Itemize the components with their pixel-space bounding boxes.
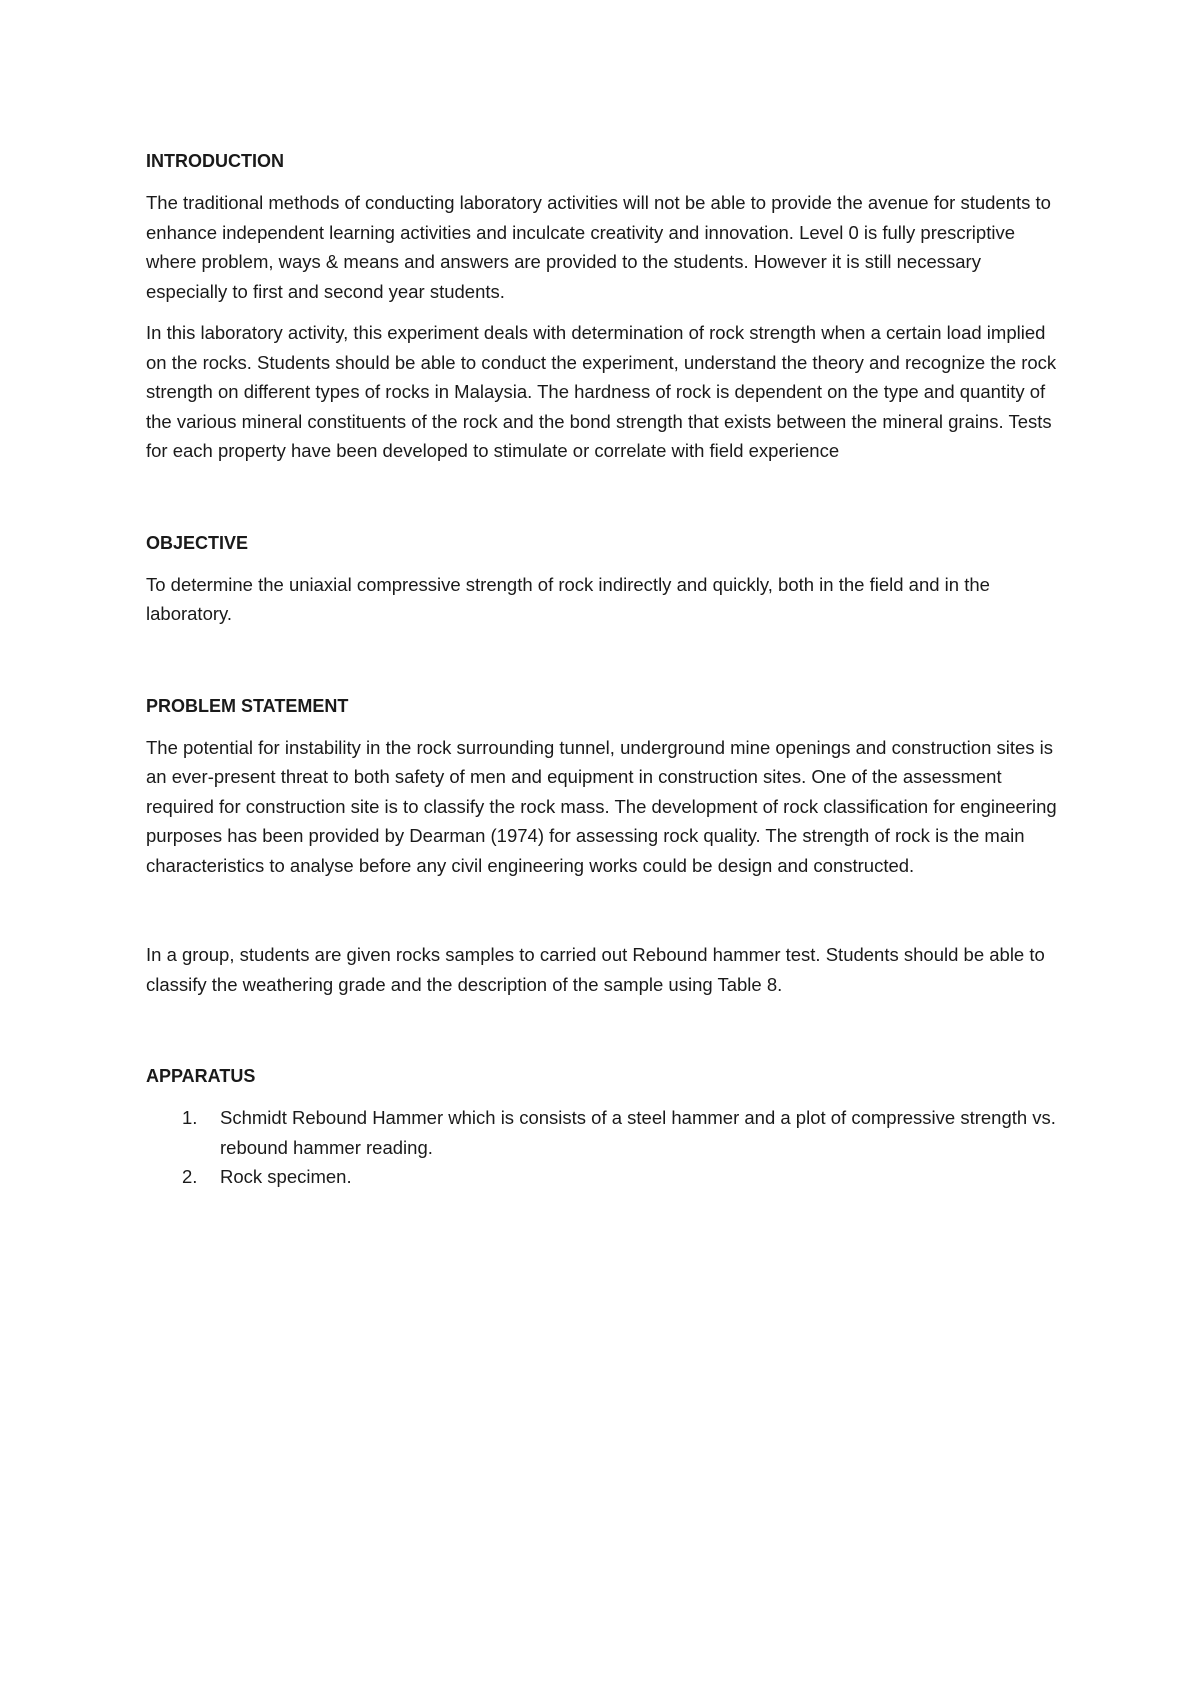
list-item-number: 1. — [182, 1107, 198, 1128]
list-item-text: Rock specimen. — [220, 1166, 352, 1187]
objective-heading: OBJECTIVE — [146, 532, 249, 553]
apparatus-list — [146, 1103, 1066, 1192]
list-item-text: Schmidt Rebound Hammer which is consists of a steel hammer and a plot of compressive strength vs. rebound hammer reading. — [220, 1107, 1056, 1158]
introduction-paragraph-1: The traditional methods of conducting laboratory activities will not be able to provide the avenue for students to enhance independent learning activities and inculcate creativity and innovation. Level 0 is fully prescriptive where problem, ways & means and answers are provided to the students. However it is still necessary especially to first and second year students. — [146, 192, 1051, 302]
list-item-number: 2. — [182, 1166, 198, 1187]
list-item — [146, 1162, 1066, 1192]
problem-statement-paragraph-1: The potential for instability in the rock surrounding tunnel, underground mine openings and construction sites is an ever-present threat to both safety of men and equipment in construction sites. One of the assessment required for construction site is to classify the rock mass. The development of rock classification for engineering purposes has been provided by Dearman (1974) for assessing rock quality. The strength of rock is the main characteristics to analyse before any civil engineering works could be design and constructed. — [146, 736, 1057, 876]
document-page — [146, 146, 1066, 1192]
problem-statement-paragraph-2: In a group, students are given rocks samples to carried out Rebound hammer test. Students should be able to classify the weathering grade and the description of the sample using Table 8. — [146, 944, 1045, 995]
list-item — [146, 1103, 1066, 1162]
introduction-heading: INTRODUCTION — [146, 151, 284, 171]
apparatus-heading: APPARATUS — [146, 1066, 256, 1086]
problem-statement-heading: PROBLEM STATEMENT — [146, 695, 349, 716]
introduction-paragraph-2: In this laboratory activity, this experiment deals with determination of rock strength when a certain load implied on the rocks. Students should be able to conduct the experiment, understand the theory and recognize the rock strength on different types of rocks in Malaysia. The hardness of rock is dependent on the type and quantity of the various mineral constituents of the rock and the bond strength that exists between the mineral grains. Tests for each property have been developed to stimulate or correlate with field experience — [146, 322, 1057, 461]
objective-paragraph: To determine the uniaxial compressive strength of rock indirectly and quickly, both in the field and in the laboratory. — [146, 573, 990, 624]
